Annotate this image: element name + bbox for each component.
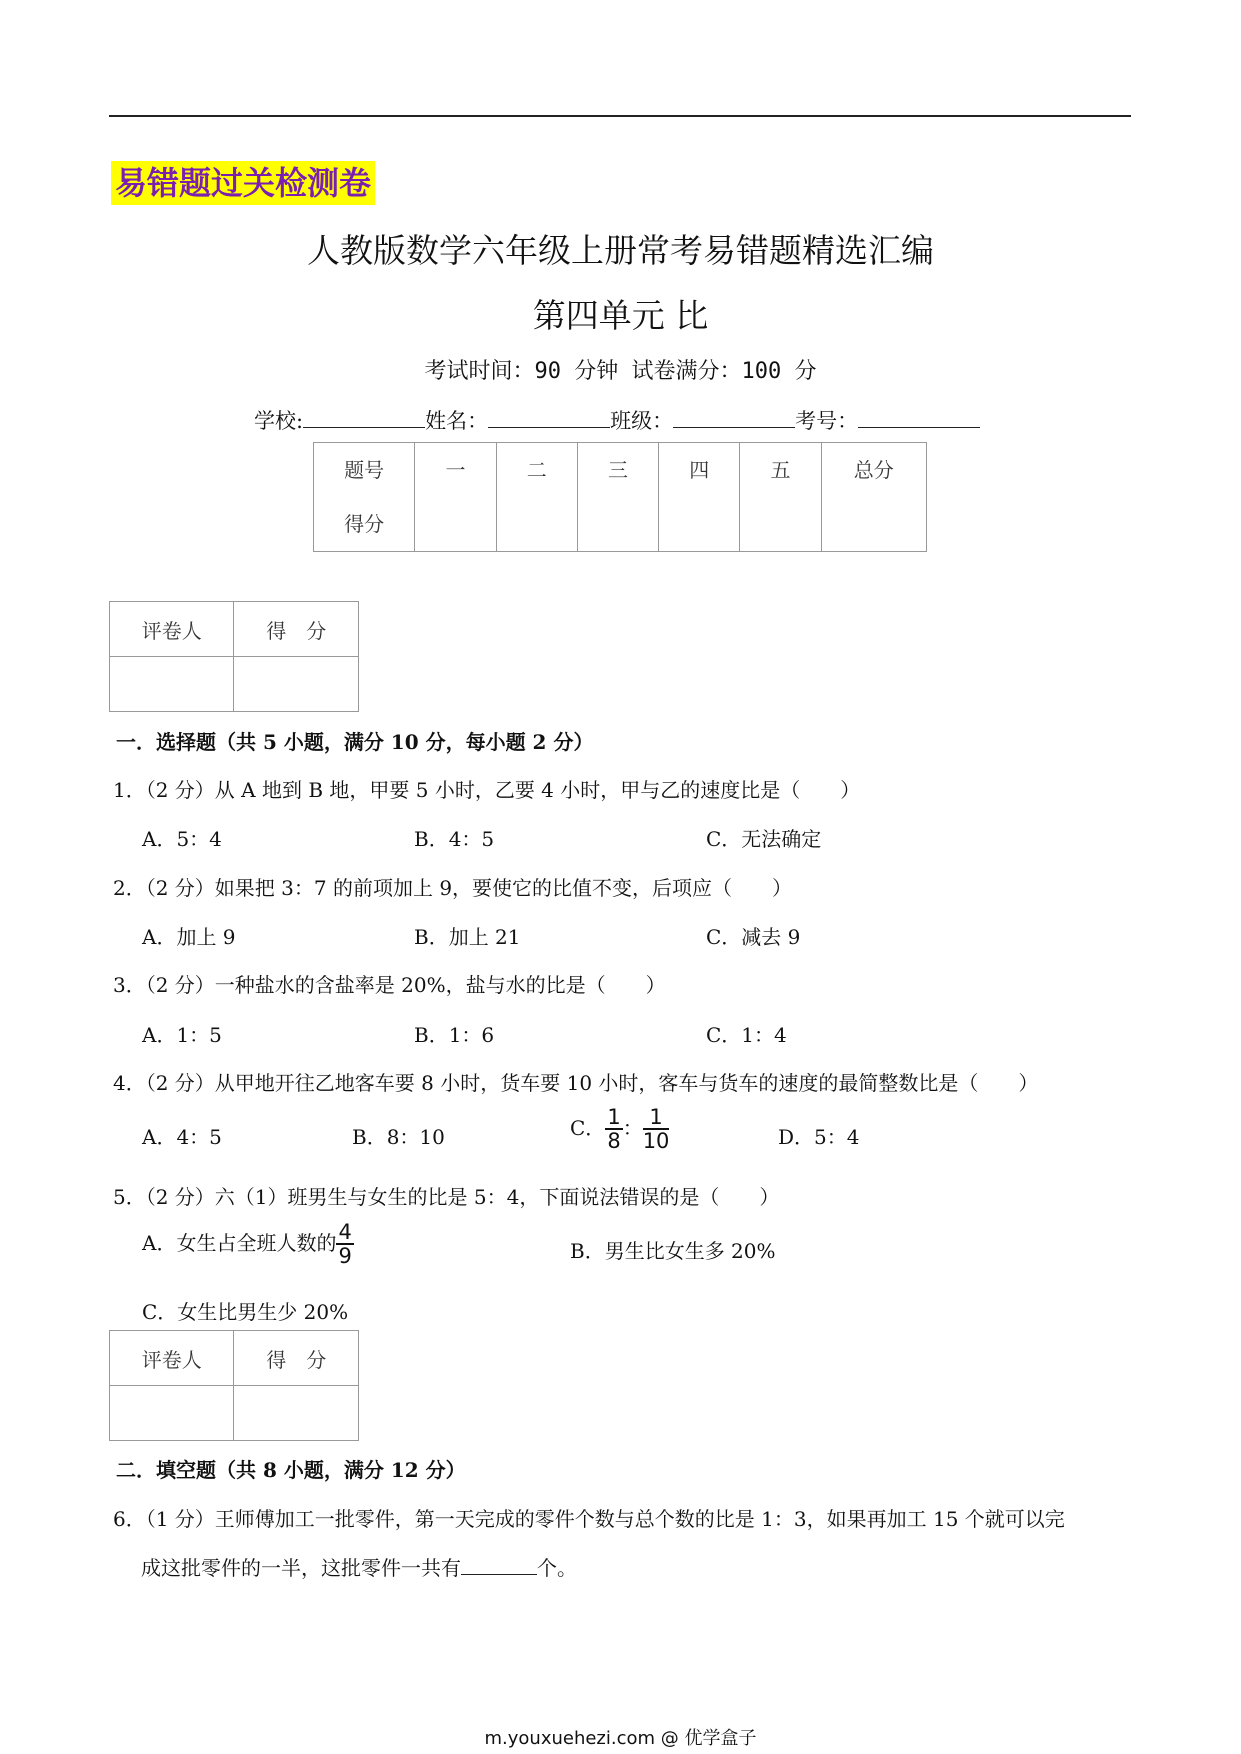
fraction: $\frac{4}{9}$ — [338, 1220, 352, 1268]
q1-option-a[interactable]: A．5：4 — [142, 827, 222, 851]
q4-option-d[interactable]: D．5：4 — [778, 1125, 860, 1149]
q4-option-b[interactable]: B．8：10 — [352, 1125, 445, 1149]
score-table-row-labels — [314, 443, 415, 552]
answer-blank[interactable] — [461, 1556, 537, 1575]
question-3: 3．（2 分）一种盐水的含盐率是 20%，盐与水的比是（ ） — [113, 973, 666, 997]
score-column[interactable]: 五 — [740, 443, 821, 552]
top-rule — [109, 115, 1131, 117]
class-field[interactable] — [673, 409, 795, 428]
grader-box — [109, 601, 359, 712]
exam-badge: 易错题过关检测卷 — [111, 161, 375, 205]
score-column[interactable]: 二 — [496, 443, 577, 552]
name-label: 姓名： — [425, 409, 489, 433]
reviewer-field[interactable] — [110, 657, 234, 712]
exam-no-field[interactable] — [858, 409, 980, 428]
fraction: $\frac{1}{10}$ — [642, 1105, 670, 1153]
reviewer-field[interactable] — [110, 1386, 234, 1441]
question-number-label: 题号 — [344, 458, 385, 482]
exam-info: 考试时间：90 分钟 试卷满分：100 分 — [424, 359, 817, 384]
score-column[interactable]: 四 — [659, 443, 740, 552]
score-column[interactable]: 三 — [577, 443, 658, 552]
question-4: 4．（2 分）从甲地开往乙地客车要 8 小时，货车要 10 小时，客车与货车的速度的最简整数比是（ ） — [113, 1071, 1039, 1095]
q4-option-a[interactable]: A．4：5 — [142, 1125, 222, 1149]
question-2: 2．（2 分）如果把 3：7 的前项加上 9，要使它的比值不变，后项应（ ） — [113, 876, 793, 900]
grader-box — [109, 1330, 359, 1441]
exam-no-label: 考号： — [795, 409, 859, 433]
school-label: 学校: — [254, 409, 304, 433]
grader-score-field[interactable] — [234, 657, 359, 712]
question-5: 5．（2 分）六（1）班男生与女生的比是 5：4，下面说法错误的是（ ） — [113, 1185, 780, 1209]
q2-option-c[interactable]: C．减去 9 — [706, 925, 801, 949]
grader-score-label: 得 分 — [234, 1331, 359, 1386]
page-title: 人教版数学六年级上册常考易错题精选汇编 — [307, 231, 934, 270]
score-column[interactable]: 一 — [415, 443, 496, 552]
q5-option-a[interactable]: A．女生占全班人数的 $\frac{4}{9}$ — [142, 1220, 352, 1268]
q3-option-b[interactable]: B．1：6 — [414, 1023, 495, 1047]
score-label: 得分 — [344, 512, 385, 536]
grader-score-label: 得 分 — [234, 602, 359, 657]
section-2-heading: 二．填空题（共 8 小题，满分 12 分） — [116, 1458, 466, 1482]
footer-watermark: m.youxuehezi.com @ 优学盒子 — [484, 1728, 757, 1749]
q5-option-b[interactable]: B．男生比女生多 20% — [570, 1239, 776, 1263]
score-table — [313, 442, 927, 552]
q3-option-a[interactable]: A．1：5 — [142, 1023, 222, 1047]
class-label: 班级： — [610, 409, 674, 433]
q5-option-c[interactable]: C．女生比男生少 20% — [142, 1300, 349, 1324]
reviewer-label: 评卷人 — [110, 1331, 234, 1386]
grader-score-field[interactable] — [234, 1386, 359, 1441]
q2-option-b[interactable]: B．加上 21 — [414, 925, 521, 949]
section-1-heading: 一．选择题（共 5 小题，满分 10 分，每小题 2 分） — [116, 730, 594, 754]
unit-title: 第四单元 比 — [532, 296, 709, 335]
total-score-column[interactable]: 总分 — [821, 443, 926, 552]
school-field[interactable] — [303, 409, 425, 428]
fraction: $\frac{1}{8}$ — [607, 1105, 621, 1153]
question-6-line-1: 6．（1 分）王师傅加工一批零件，第一天完成的零件个数与总个数的比是 1：3，如果再加工 15 个就可以完 — [113, 1507, 1065, 1531]
name-field[interactable] — [488, 409, 610, 428]
question-1: 1．（2 分）从 A 地到 B 地，甲要 5 小时，乙要 4 小时，甲与乙的速度比是（ ） — [113, 778, 861, 802]
q1-option-b[interactable]: B．4：5 — [414, 827, 495, 851]
q3-option-c[interactable]: C．1：4 — [706, 1023, 787, 1047]
student-info-line — [254, 405, 980, 435]
question-6-line-2: 成这批零件的一半，这批零件一共有 个。 — [141, 1556, 577, 1580]
reviewer-label: 评卷人 — [110, 602, 234, 657]
q4-option-c[interactable]: C． $\frac{1}{8}$ ： $\frac{1}{10}$ — [570, 1105, 670, 1153]
q2-option-a[interactable]: A．加上 9 — [142, 925, 236, 949]
q1-option-c[interactable]: C．无法确定 — [706, 827, 822, 851]
